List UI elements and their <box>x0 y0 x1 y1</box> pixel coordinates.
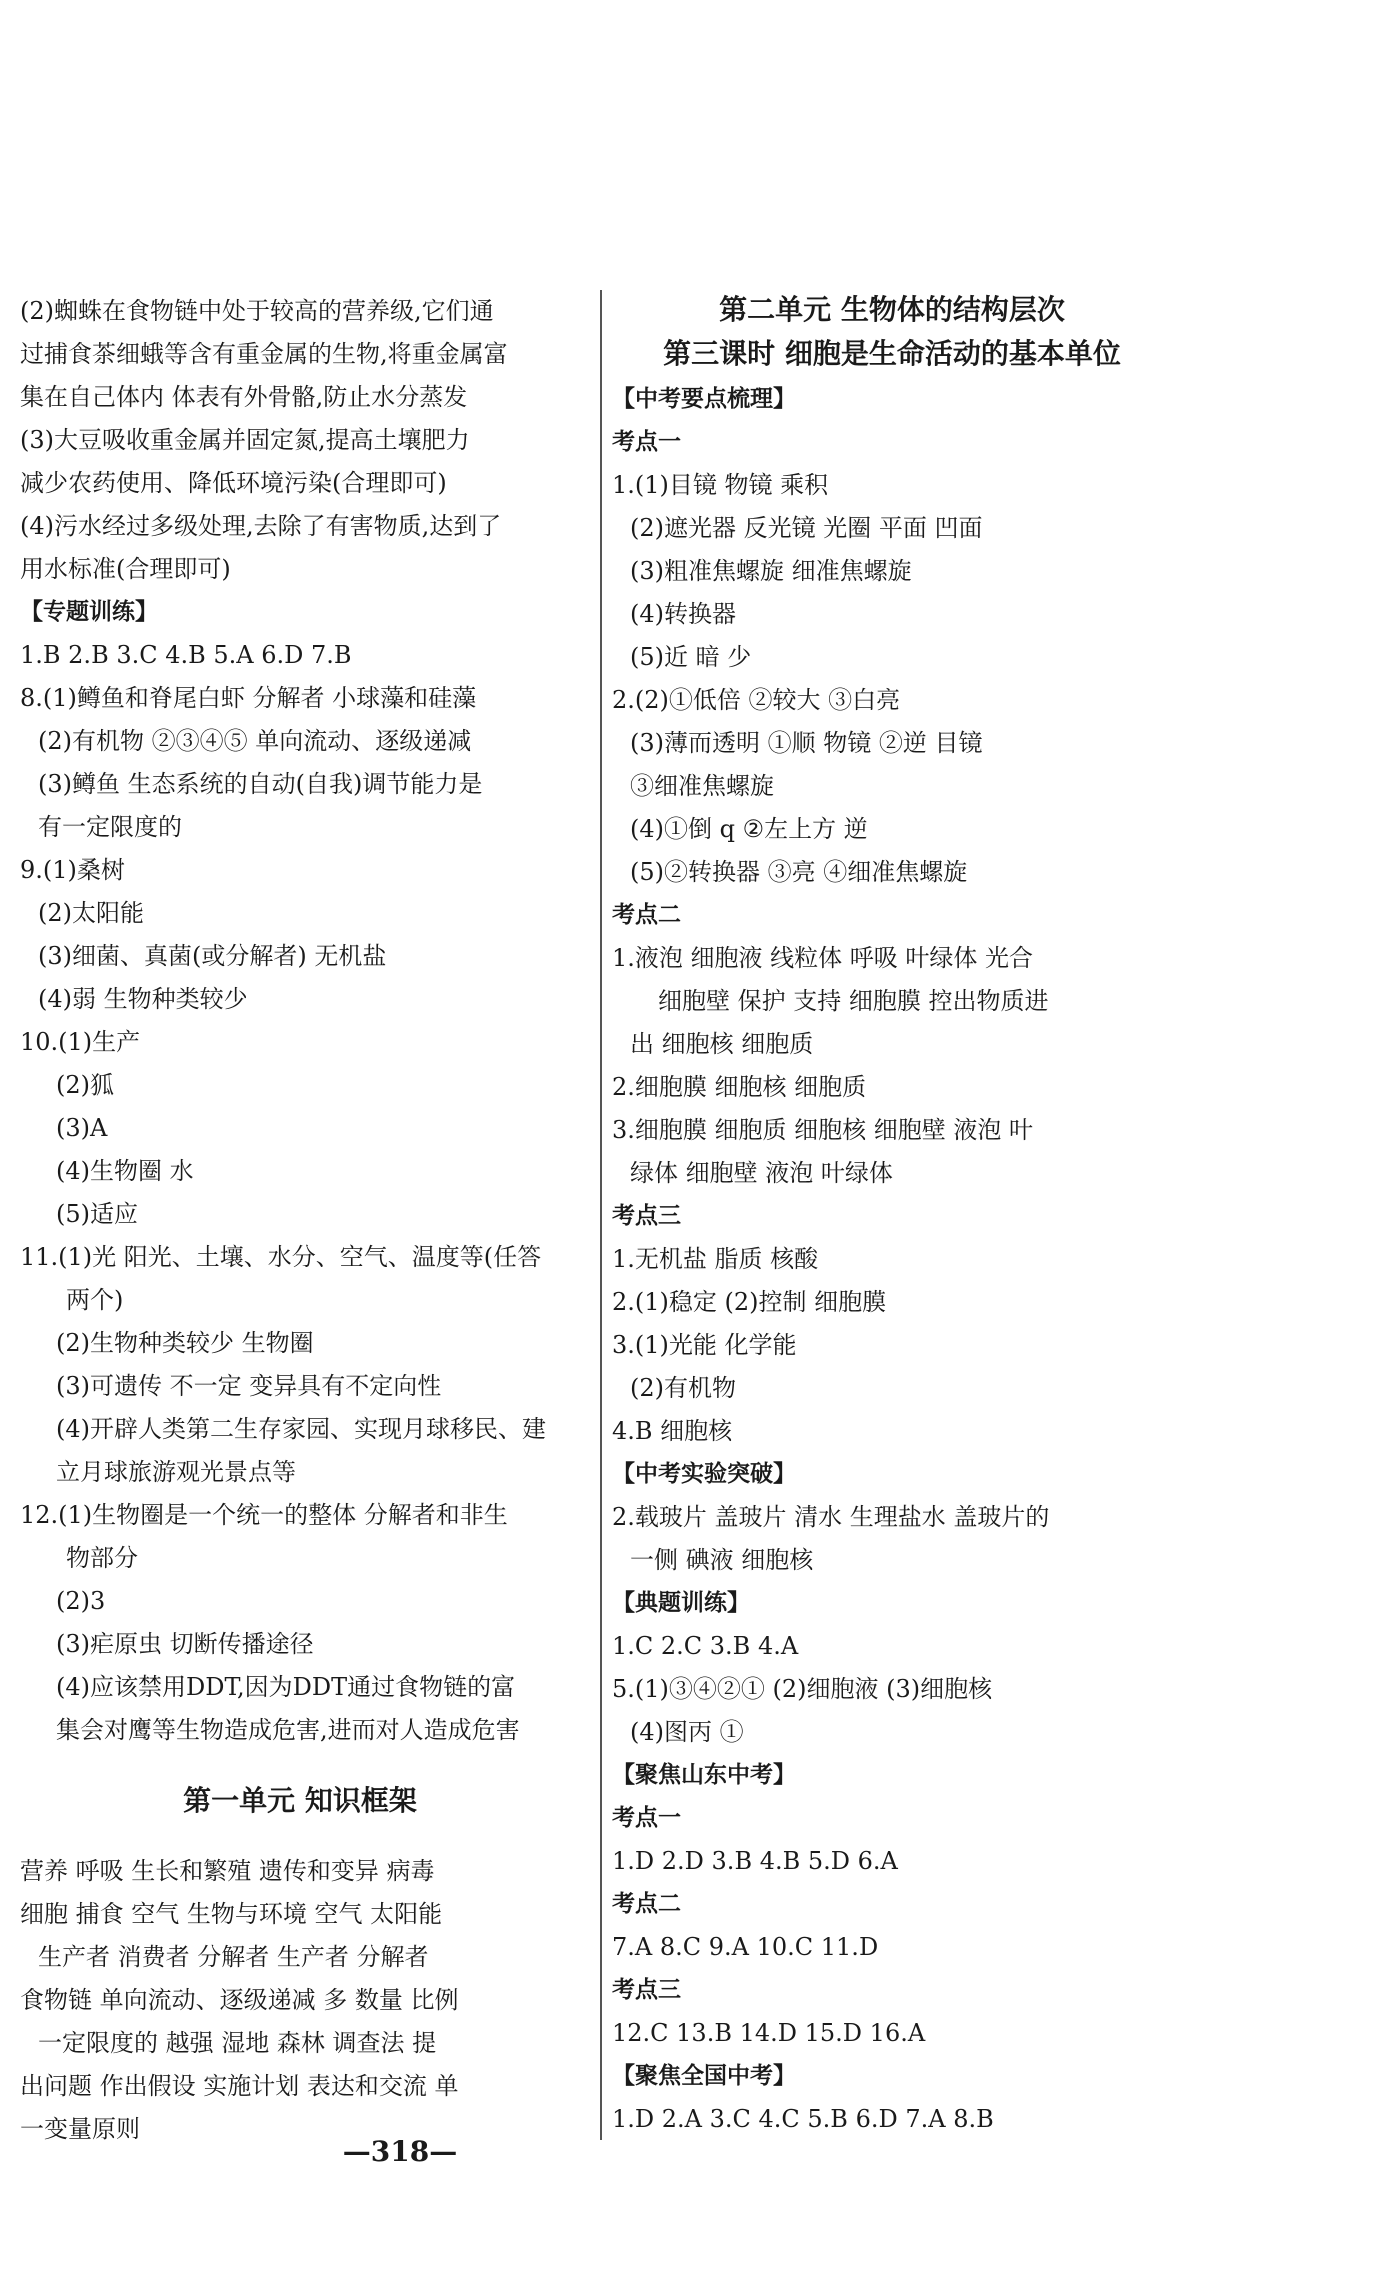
left-column <box>20 290 580 2151</box>
answer-line: 1.液泡 细胞液 线粒体 呼吸 叶绿体 光合 <box>612 944 1034 972</box>
answer-line: 2.载玻片 盖玻片 清水 生理盐水 盖玻片的 <box>612 1503 1050 1531</box>
answer-line: (3)疟原虫 切断传播途径 <box>56 1630 314 1658</box>
answer-line: 7.A 8.C 9.A 10.C 11.D <box>612 1933 879 1961</box>
answer-line: 2.细胞膜 细胞核 细胞质 <box>612 1073 867 1101</box>
answer-line: (3)可遗传 不一定 变异具有不定向性 <box>56 1372 442 1400</box>
framework-line: 细胞 捕食 空气 生物与环境 空气 太阳能 <box>20 1900 443 1928</box>
section-header: 【典题训练】 <box>612 1590 750 1616</box>
answer-line: (2)遮光器 反光镜 光圈 平面 凹面 <box>630 514 983 542</box>
section-header: 【中考要点梳理】 <box>612 386 796 412</box>
text-line: (2)蜘蛛在食物链中处于较高的营养级,它们通 <box>20 297 494 325</box>
answer-line: 12.(1)生物圈是一个统一的整体 分解者和非生 <box>20 1501 508 1529</box>
answer-line: 9.(1)桑树 <box>20 856 125 884</box>
answer-line: (4)图丙 ① <box>630 1718 744 1746</box>
answer-line: 细胞壁 保护 支持 细胞膜 控出物质进 <box>658 987 1049 1015</box>
key-point-header: 考点三 <box>612 1977 681 2003</box>
answer-line: 11.(1)光 阳光、土壤、水分、空气、温度等(任答 <box>20 1243 542 1271</box>
answer-line: 两个) <box>66 1286 124 1314</box>
answer-line: (4)应该禁用DDT,因为DDT通过食物链的富 <box>56 1673 516 1701</box>
answer-line: 2.(2)①低倍 ②较大 ③白亮 <box>612 686 901 714</box>
answer-line: (3)鳟鱼 生态系统的自动(自我)调节能力是 <box>38 770 483 798</box>
answer-line: ③细准焦螺旋 <box>630 772 774 800</box>
answer-line: 立月球旅游观光景点等 <box>56 1458 296 1486</box>
answer-line: (4)①倒 q ②左上方 逆 <box>630 815 868 843</box>
framework-line: 一变量原则 <box>20 2115 140 2143</box>
key-point-header: 考点一 <box>612 1805 681 1831</box>
answer-line: 绿体 细胞壁 液泡 叶绿体 <box>630 1159 893 1187</box>
answer-line: (2)狐 <box>56 1071 114 1099</box>
section-header: 【中考实验突破】 <box>612 1461 796 1487</box>
answer-line: 1.D 2.D 3.B 4.B 5.D 6.A <box>612 1847 898 1875</box>
answer-line: (4)生物圈 水 <box>56 1157 194 1185</box>
answer-line: 12.C 13.B 14.D 15.D 16.A <box>612 2019 926 2047</box>
answer-line: 1.无机盐 脂质 核酸 <box>612 1245 819 1273</box>
answer-line: (2)太阳能 <box>38 899 144 927</box>
answer-line: 1.D 2.A 3.C 4.C 5.B 6.D 7.A 8.B <box>612 2105 994 2133</box>
answer-line: (4)开辟人类第二生存家园、实现月球移民、建 <box>56 1415 546 1443</box>
lesson-title: 第三课时 细胞是生命活动的基本单位 <box>663 337 1121 370</box>
answer-line: 一侧 碘液 细胞核 <box>630 1546 814 1574</box>
framework-line: 营养 呼吸 生长和繁殖 遗传和变异 病毒 <box>20 1857 435 1885</box>
answer-line: (5)近 暗 少 <box>630 643 752 671</box>
answer-line: (3)细菌、真菌(或分解者) 无机盐 <box>38 942 387 970</box>
answer-line: 5.(1)③④②① (2)细胞液 (3)细胞核 <box>612 1675 993 1703</box>
text-line: 集在自己体内 体表有外骨骼,防止水分蒸发 <box>20 383 468 411</box>
framework-line: 食物链 单向流动、逐级递减 多 数量 比例 <box>20 1986 459 2014</box>
answer-line: (3)薄而透明 ①顺 物镜 ②逆 目镜 <box>630 729 983 757</box>
answer-line: 8.(1)鳟鱼和脊尾白虾 分解者 小球藻和硅藻 <box>20 684 477 712</box>
answer-line: (3)A <box>56 1114 108 1142</box>
section-header: 【聚焦山东中考】 <box>612 1762 796 1788</box>
key-point-header: 考点二 <box>612 902 681 928</box>
answer-line: 10.(1)生产 <box>20 1028 141 1056</box>
unit-title: 第一单元 知识框架 <box>183 1784 417 1817</box>
answer-line: (2)有机物 ②③④⑤ 单向流动、逐级递减 <box>38 727 472 755</box>
framework-line: 生产者 消费者 分解者 生产者 分解者 <box>38 1943 429 1971</box>
answer-line: (2)生物种类较少 生物圈 <box>56 1329 314 1357</box>
answer-line: 1.C 2.C 3.B 4.A <box>612 1632 799 1660</box>
key-point-header: 考点三 <box>612 1203 681 1229</box>
right-column <box>612 290 1172 2141</box>
answer-line: (4)弱 生物种类较少 <box>38 985 248 1013</box>
text-line: 减少农药使用、降低环境污染(合理即可) <box>20 469 447 497</box>
section-header: 【聚焦全国中考】 <box>612 2063 796 2089</box>
key-point-header: 考点二 <box>612 1891 681 1917</box>
text-line: (3)大豆吸收重金属并固定氮,提高土壤肥力 <box>20 426 470 454</box>
text-line: 过捕食茶细蛾等含有重金属的生物,将重金属富 <box>20 340 508 368</box>
framework-line: 一定限度的 越强 湿地 森林 调查法 提 <box>38 2029 437 2057</box>
answer-line: 3.细胞膜 细胞质 细胞核 细胞壁 液泡 叶 <box>612 1116 1034 1144</box>
text-line: (4)污水经过多级处理,去除了有害物质,达到了 <box>20 512 502 540</box>
answer-line: (2)3 <box>56 1587 106 1615</box>
answer-line: 物部分 <box>66 1544 138 1572</box>
answer-line: 1.B 2.B 3.C 4.B 5.A 6.D 7.B <box>20 641 352 669</box>
page-number: —318— <box>342 2135 458 2168</box>
answer-line: (5)适应 <box>56 1200 138 1228</box>
answer-line: 集会对鹰等生物造成危害,进而对人造成危害 <box>56 1716 520 1744</box>
answer-line: 3.(1)光能 化学能 <box>612 1331 797 1359</box>
column-divider <box>600 290 602 2140</box>
key-point-header: 考点一 <box>612 429 681 455</box>
answer-line: (4)转换器 <box>630 600 736 628</box>
answer-line: (2)有机物 <box>630 1374 736 1402</box>
answer-line: (3)粗准焦螺旋 细准焦螺旋 <box>630 557 912 585</box>
section-header: 【专题训练】 <box>20 599 158 625</box>
unit-title: 第二单元 生物体的结构层次 <box>719 293 1065 326</box>
answer-line: 1.(1)目镜 物镜 乘积 <box>612 471 829 499</box>
answer-line: 出 细胞核 细胞质 <box>630 1030 814 1058</box>
answer-line: (5)②转换器 ③亮 ④细准焦螺旋 <box>630 858 968 886</box>
framework-line: 出问题 作出假设 实施计划 表达和交流 单 <box>20 2072 459 2100</box>
text-line: 用水标准(合理即可) <box>20 555 231 583</box>
answer-line: 4.B 细胞核 <box>612 1417 733 1445</box>
answer-line: 有一定限度的 <box>38 813 182 841</box>
answer-line: 2.(1)稳定 (2)控制 细胞膜 <box>612 1288 887 1316</box>
